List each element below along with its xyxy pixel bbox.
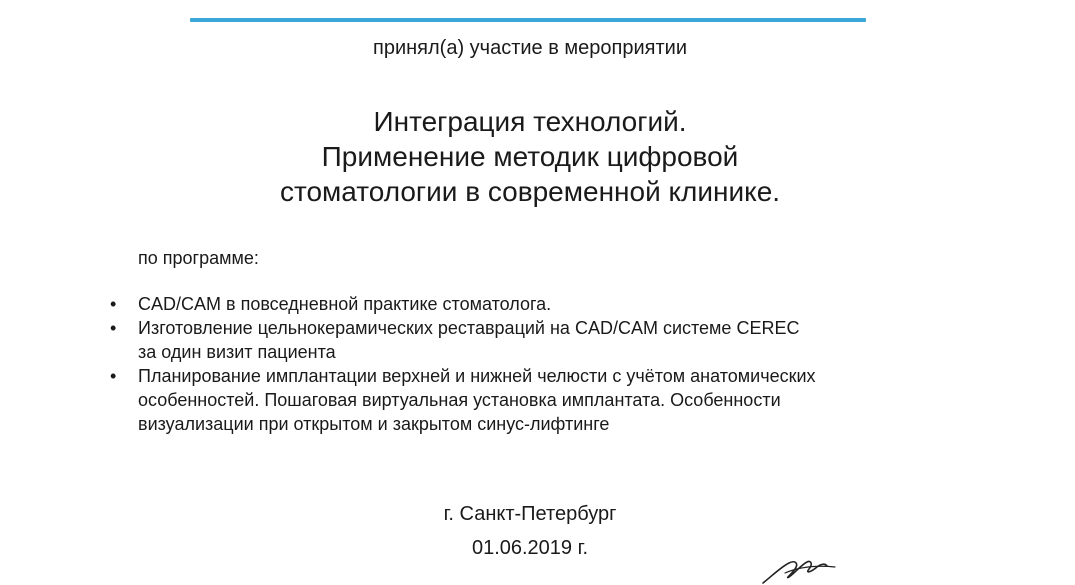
bullet-icon: • [110, 366, 117, 386]
program-list [0, 292, 1000, 436]
program-label: по программе: [138, 248, 259, 268]
event-title-line: Интеграция технологий. [373, 106, 687, 137]
signature-icon [755, 553, 845, 585]
program-item-text: Планирование имплантации верхней и нижней челюсти с учётом анатомических [138, 366, 816, 386]
program-item-text: CAD/CAM в повседневной практике стоматолога. [138, 294, 552, 314]
bullet-icon: • [110, 294, 117, 314]
program-item-text: за один визит пациента [138, 342, 336, 362]
participation-text: принял(а) участие в мероприятии [373, 37, 687, 59]
program-item [0, 316, 1000, 364]
event-title [0, 104, 1060, 209]
program-item-text: визуализации при открытом и закрытом синус-лифтинге [138, 414, 610, 434]
program-item [0, 292, 1000, 316]
program-item-text: Изготовление цельнокерамических реставраций на CAD/CAM системе CEREC [138, 318, 800, 338]
date-text: 01.06.2019 г. [471, 537, 589, 559]
top-accent-divider [190, 18, 866, 22]
event-title-line: стоматологии в современной клинике. [279, 176, 781, 207]
program-item-text: особенностей. Пошаговая виртуальная установка имплантата. Особенности [138, 390, 781, 410]
program-item [0, 364, 1000, 436]
city-text: г. Санкт-Петербург [443, 503, 617, 525]
event-title-line: Применение методик цифровой [321, 141, 739, 172]
bullet-icon: • [110, 318, 117, 338]
